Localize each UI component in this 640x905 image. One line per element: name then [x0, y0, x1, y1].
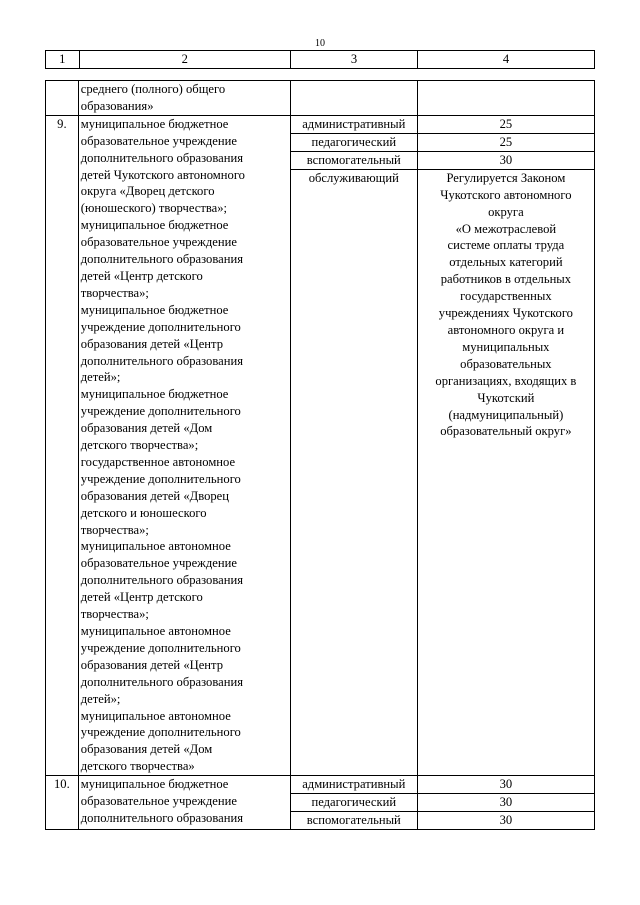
table-row [46, 776, 595, 794]
table-row [46, 81, 595, 116]
row-number [46, 81, 79, 116]
value-pedagogical: 30 [417, 794, 594, 812]
header-col-2: 2 [79, 51, 290, 69]
value-auxiliary: 30 [417, 812, 594, 830]
category-administrative: административный [290, 776, 417, 794]
value-administrative: 25 [417, 115, 594, 133]
category-auxiliary: вспомогательный [290, 812, 417, 830]
value-pedagogical: 25 [417, 133, 594, 151]
row-number: 9. [46, 115, 79, 775]
table-header [45, 50, 595, 69]
row-number: 10. [46, 776, 79, 830]
value-auxiliary: 30 [417, 151, 594, 169]
page-number: 10 [315, 38, 325, 49]
institution-list: муниципальное бюджетное образовательное учреждение дополнительного образования детей Чукотского автономного округа «Дворец детского (юношеского) творчества»; муниципальное бюджетное образовательное учреждение дополнительного образования детей «Центр детского творчества»; муниципальное бюджетное учреждение дополнительного образования детей «Центр дополнительного образования детей»; муниципальное бюджетное учреждение дополнительного образования детей «Дом детского творчества»; государственное автономное учреждение дополнительного образования детей «Дворец детского и юношеского творчества»; муниципальное автономное образовательное учреждение дополнительного образования детей «Центр детского творчества»; муниципальное автономное учреждение дополнительного образования детей «Центр дополнительного образования детей»; муниципальное автономное учреждение дополнительного образования детей «Дом детского творчества» [78, 115, 290, 775]
value-cell [417, 81, 594, 116]
table-row [46, 115, 595, 133]
category-pedagogical: педагогический [290, 133, 417, 151]
value-administrative: 30 [417, 776, 594, 794]
header-col-4: 4 [418, 51, 595, 69]
value-service-note: Регулируется Законом Чукотского автономного округа «О межотраслевой системе оплаты труда отдельных категорий работников в отдельных государственных учреждениях Чукотского автономного округа и муниципальных образовательных организациях, входящих в Чукотский (надмуниципальный) образовательный округ» [417, 169, 594, 775]
header-col-1: 1 [46, 51, 80, 69]
institution-list: среднего (полного) общего образования» [78, 81, 290, 116]
header-col-3: 3 [291, 51, 418, 69]
category-pedagogical: педагогический [290, 794, 417, 812]
category-service: обслуживающий [290, 169, 417, 775]
category-cell [290, 81, 417, 116]
salary-table [45, 80, 595, 830]
institution-list: муниципальное бюджетное образовательное учреждение дополнительного образования [78, 776, 290, 830]
category-administrative: административный [290, 115, 417, 133]
category-auxiliary: вспомогательный [290, 151, 417, 169]
